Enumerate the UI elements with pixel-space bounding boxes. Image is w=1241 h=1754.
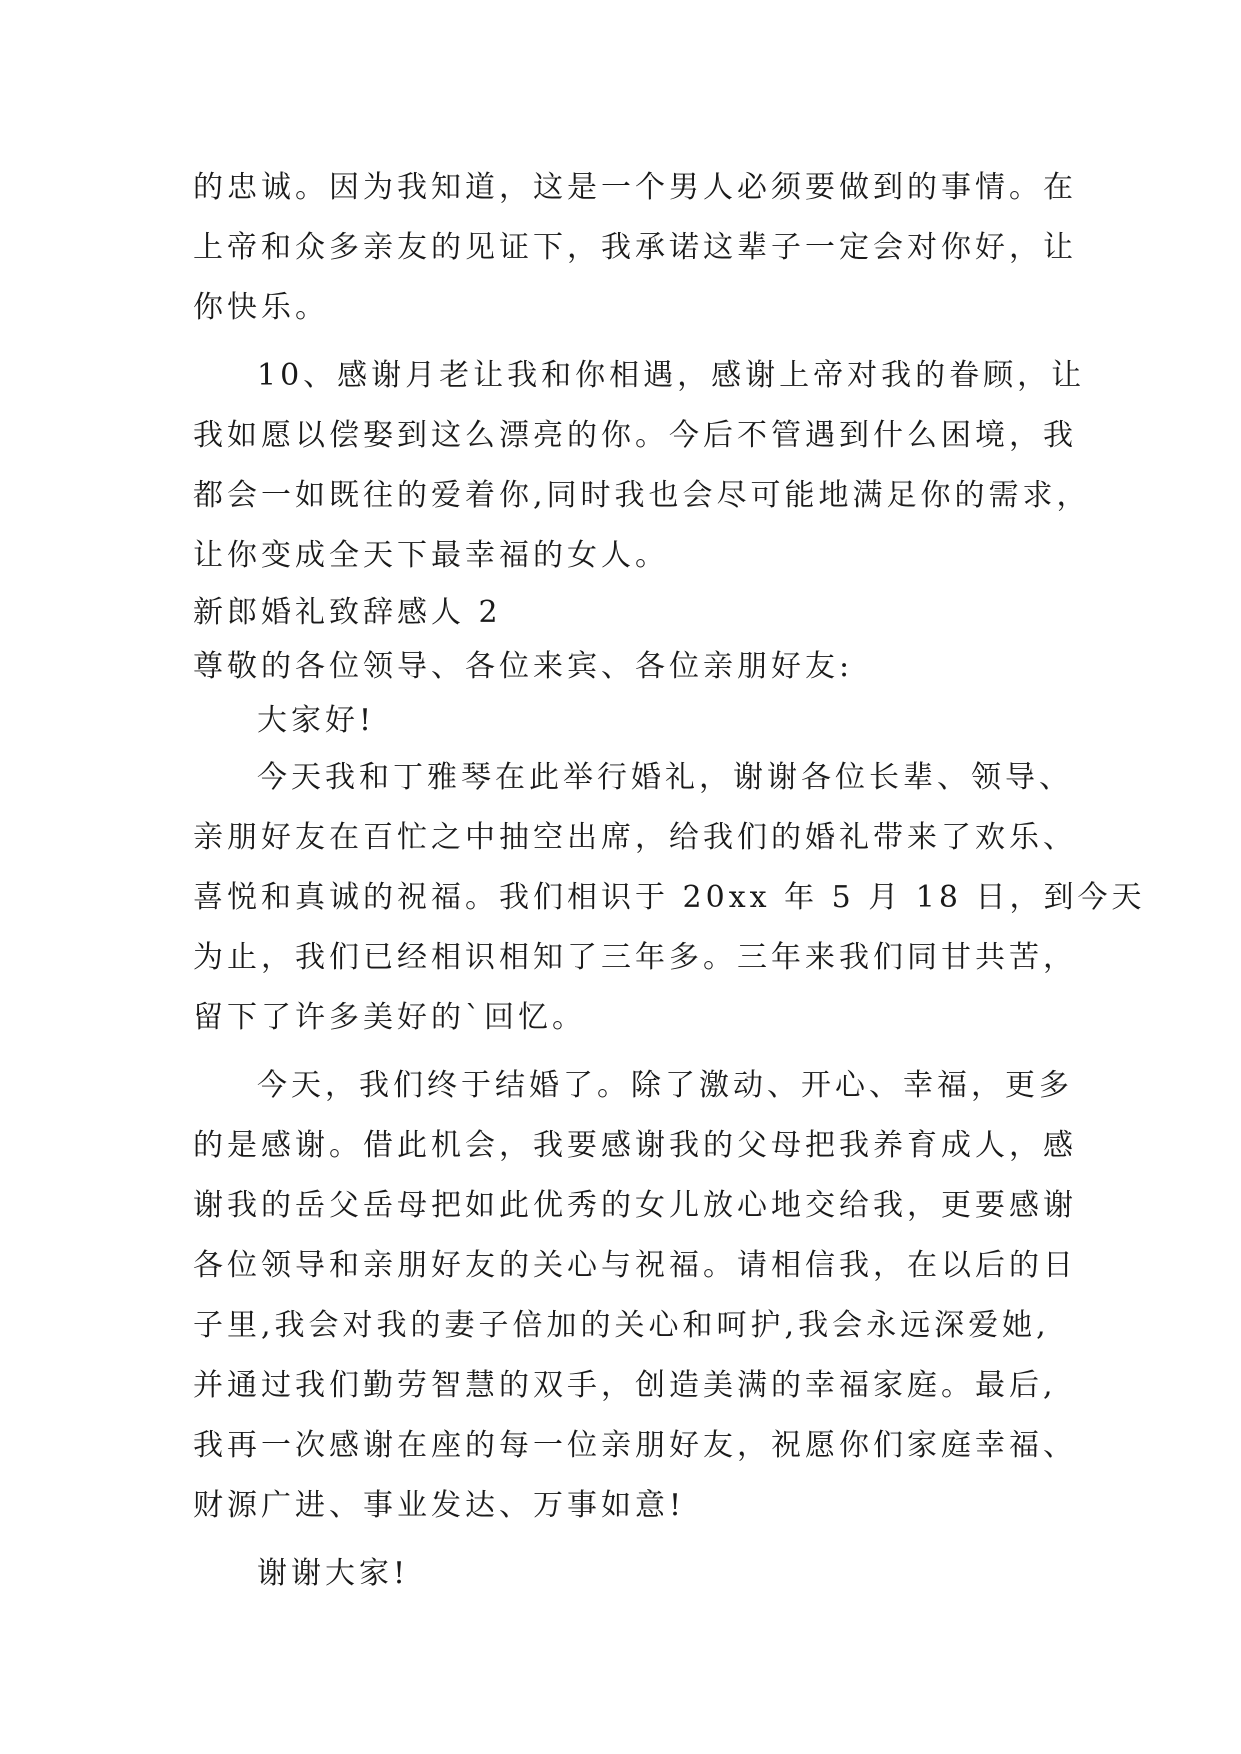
text-line: 的是感谢。借此机会，我要感谢我的父母把我养育成人，感	[193, 1128, 1077, 1163]
paragraph-4	[193, 1056, 1077, 1536]
paragraph-3	[193, 748, 1146, 1048]
text-line: 今天，我们终于结婚了。除了激动、开心、幸福，更多	[257, 1068, 1073, 1103]
text-line: 各位领导和亲朋好友的关心与祝福。请相信我，在以后的日	[193, 1248, 1077, 1283]
paragraph-2	[193, 346, 1091, 586]
text-line: 上帝和众多亲友的见证下，我承诺这辈子一定会对你好，让	[193, 230, 1077, 265]
text-line: 财源广进、事业发达、万事如意!	[193, 1488, 686, 1523]
text-line: 并通过我们勤劳智慧的双手，创造美满的幸福家庭。最后,	[193, 1368, 1057, 1403]
text-line: 你快乐。	[193, 290, 329, 325]
text-line: 留下了许多美好的`回忆。	[193, 1000, 586, 1035]
text-line: 为止，我们已经相识相知了三年多。三年来我们同甘共苦，	[193, 940, 1077, 975]
section-title: 新郎婚礼致辞感人 2	[193, 595, 502, 630]
text-line: 我再一次感谢在座的每一位亲朋好友，祝愿你们家庭幸福、	[193, 1428, 1077, 1463]
document-page	[193, 158, 1146, 1604]
text-line: 我如愿以偿娶到这么漂亮的你。今后不管遇到什么困境，我	[193, 418, 1077, 453]
salutation: 尊敬的各位领导、各位来宾、各位亲朋好友:	[193, 649, 854, 684]
text-line: 10、感谢月老让我和你相遇，感谢上帝对我的眷顾，让	[257, 358, 1086, 393]
greeting: 大家好!	[257, 703, 376, 738]
text-line: 喜悦和真诚的祝福。我们相识于 20xx 年 5 月 18 日，到今天	[193, 880, 1146, 915]
text-line: 今天我和丁雅琴在此举行婚礼，谢谢各位长辈、领导、	[257, 760, 1073, 795]
text-line: 亲朋好友在百忙之中抽空出席，给我们的婚礼带来了欢乐、	[193, 820, 1077, 855]
text-line: 子里,我会对我的妻子倍加的关心和呵护,我会永远深爱她,	[193, 1308, 1050, 1343]
text-line: 都会一如既往的爱着你,同时我也会尽可能地满足你的需求，	[193, 478, 1091, 513]
text-line: 的忠诚。因为我知道，这是一个男人必须要做到的事情。在	[193, 170, 1077, 205]
closing: 谢谢大家!	[257, 1556, 410, 1591]
paragraph-1	[193, 158, 1077, 338]
text-line: 让你变成全天下最幸福的女人。	[193, 538, 669, 573]
text-line: 谢我的岳父岳母把如此优秀的女儿放心地交给我，更要感谢	[193, 1188, 1077, 1223]
